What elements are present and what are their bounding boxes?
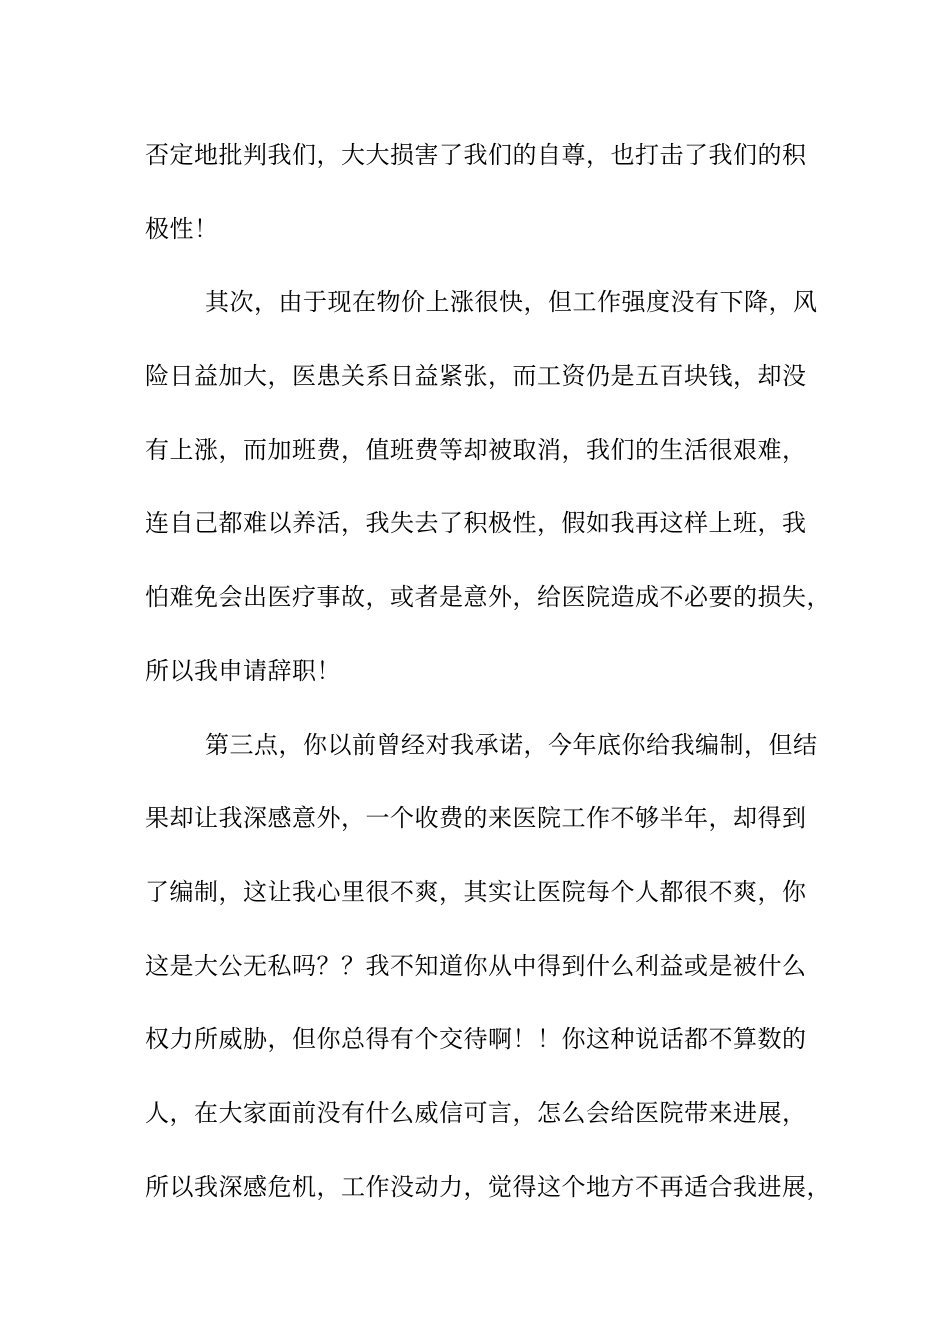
paragraph-start-line: 第三点，你以前曾经对我承诺，今年底你给我编制，但结 xyxy=(205,730,818,759)
text-line: 所以我申请辞职！ xyxy=(145,656,341,685)
text-line: 人，在大家面前没有什么威信可言，怎么会给医院带来进展， xyxy=(145,1098,807,1127)
text-line: 连自己都难以养活，我失去了积极性，假如我再这样上班，我 xyxy=(145,509,807,538)
text-line: 否定地批判我们，大大损害了我们的自尊，也打击了我们的积 xyxy=(145,141,807,169)
text-line: 这是大公无私吗？？我不知道你从中得到什么利益或是被什么 xyxy=(145,951,807,980)
text-line: 有上涨，而加班费，值班费等却被取消，我们的生活很艰难， xyxy=(145,435,807,464)
text-line: 权力所威胁，但你总得有个交待啊！！你这种说话都不算数的 xyxy=(145,1025,807,1054)
text-line: 所以我深感危机，工作没动力，觉得这个地方不再适合我进展， xyxy=(145,1172,831,1201)
text-line: 险日益加大，医患关系日益紧张，而工资仍是五百块钱，却没 xyxy=(145,362,807,391)
text-line: 了编制，这让我心里很不爽，其实让医院每个人都很不爽，你 xyxy=(145,877,807,906)
text-line: 果却让我深感意外，一个收费的来医院工作不够半年，却得到 xyxy=(145,804,807,833)
text-line: 怕难免会出医疗事故，或者是意外，给医院造成不必要的损失， xyxy=(145,583,831,612)
document-body xyxy=(145,127,831,1232)
paragraph-start-line: 其次，由于现在物价上涨很快，但工作强度没有下降，风 xyxy=(205,288,818,317)
text-line: 极性！ xyxy=(145,214,219,243)
